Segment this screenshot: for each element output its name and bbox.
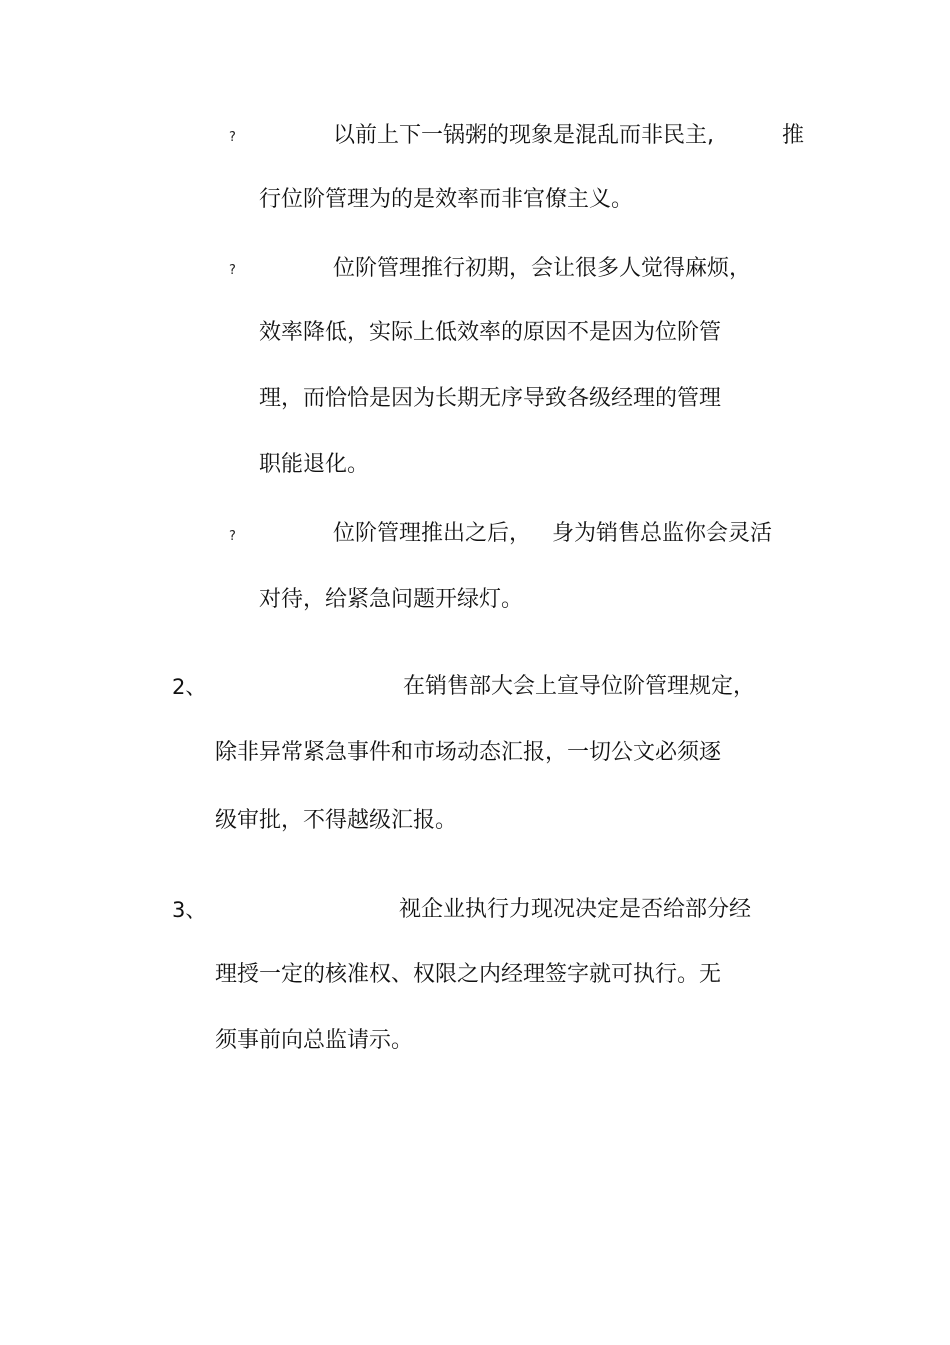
paragraph-line: 位阶管理推出之后， xyxy=(333,521,532,546)
paragraph-line: 除非异常紧急事件和市场动态汇报，一切公文必须逐 xyxy=(215,740,722,765)
paragraph-line: 理授一定的核准权、权限之内经理签字就可执行。无 xyxy=(215,962,722,987)
paragraph-line: 视企业执行力现况决定是否给部分经 xyxy=(399,897,752,922)
paragraph-line: 行位阶管理为的是效率而非官僚主义。 xyxy=(259,187,634,212)
item-number: 2、 xyxy=(172,675,207,699)
paragraph-line: 效率降低，实际上低效率的原因不是因为位阶管 xyxy=(259,320,722,345)
paragraph-line: 职能退化。 xyxy=(259,452,370,477)
paragraph-line: 以前上下一锅粥的现象是混乱而非民主, xyxy=(333,123,714,148)
bullet-marker: ? xyxy=(229,529,236,544)
bullet-marker: ? xyxy=(229,130,236,145)
paragraph-line: 在销售部大会上宣导位阶管理规定， xyxy=(403,674,756,699)
paragraph-line: 推 xyxy=(782,123,805,148)
paragraph-line: 对待，给紧急问题开绿灯。 xyxy=(259,587,524,612)
paragraph-line: 级审批，不得越级汇报。 xyxy=(215,808,458,833)
paragraph-line: 身为销售总监你会灵活 xyxy=(552,521,773,546)
item-number: 3、 xyxy=(172,898,207,922)
paragraph-line: 位阶管理推行初期，会让很多人觉得麻烦， xyxy=(333,256,752,281)
bullet-marker: ? xyxy=(229,263,236,278)
paragraph-line: 须事前向总监请示。 xyxy=(215,1028,414,1053)
paragraph-line: 理，而恰恰是因为长期无序导致各级经理的管理 xyxy=(259,386,722,411)
